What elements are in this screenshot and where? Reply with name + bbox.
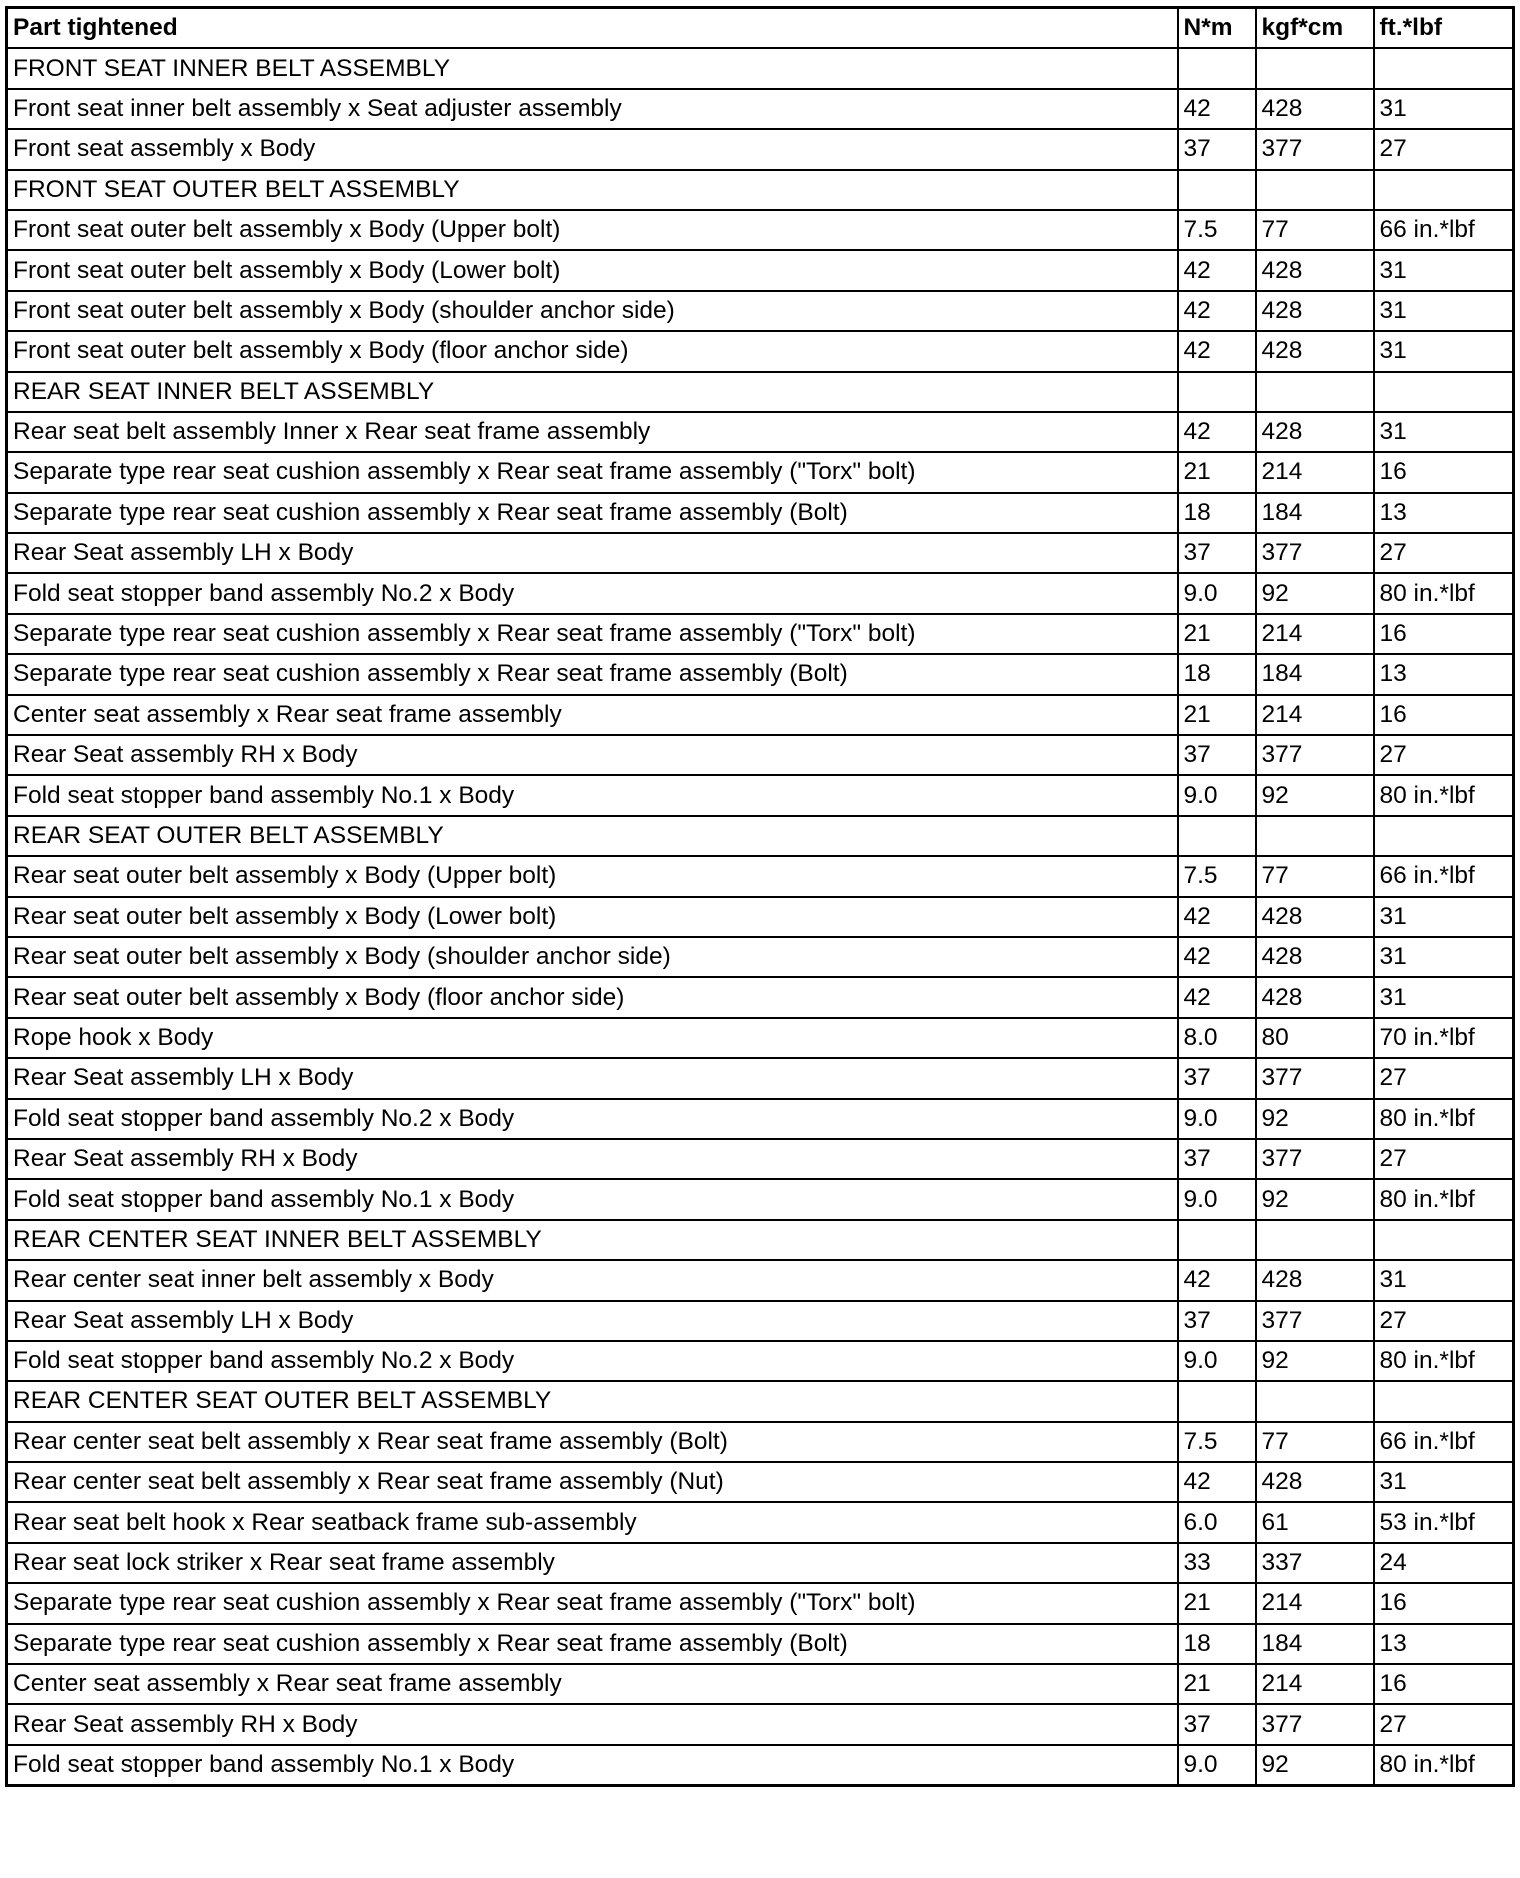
- table-row: [7, 775, 1514, 815]
- part-cell: Rear center seat belt assembly x Rear seat frame assembly (Nut): [7, 1462, 1178, 1502]
- kgf-cm-cell: 377: [1256, 1058, 1374, 1098]
- ft-lbf-cell: 31: [1374, 250, 1514, 290]
- table-row: [7, 1341, 1514, 1381]
- kgf-cm-cell: 92: [1256, 1179, 1374, 1219]
- kgf-cm-cell: 428: [1256, 937, 1374, 977]
- part-cell: Rear seat outer belt assembly x Body (shoulder anchor side): [7, 937, 1178, 977]
- ft-lbf-cell: 27: [1374, 735, 1514, 775]
- part-cell: Rear center seat belt assembly x Rear seat frame assembly (Bolt): [7, 1422, 1178, 1462]
- table-row: [7, 291, 1514, 331]
- ft-lbf-cell: 16: [1374, 1664, 1514, 1704]
- nm-cell: 8.0: [1178, 1018, 1256, 1058]
- ft-lbf-cell: 13: [1374, 1624, 1514, 1664]
- kgf-cm-cell: 428: [1256, 412, 1374, 452]
- nm-cell: 37: [1178, 533, 1256, 573]
- part-cell: Rear Seat assembly RH x Body: [7, 1139, 1178, 1179]
- nm-cell: 33: [1178, 1543, 1256, 1583]
- table-body: [7, 48, 1514, 1785]
- section-header-row: [7, 1220, 1514, 1260]
- ft-lbf-cell: 13: [1374, 654, 1514, 694]
- table-header-row: [7, 8, 1514, 49]
- nm-cell: 37: [1178, 735, 1256, 775]
- table-row: [7, 250, 1514, 290]
- table-row: [7, 654, 1514, 694]
- nm-cell: 42: [1178, 937, 1256, 977]
- ft-lbf-cell: 66 in.*lbf: [1374, 210, 1514, 250]
- ft-lbf-cell: 80 in.*lbf: [1374, 573, 1514, 613]
- part-cell: Front seat outer belt assembly x Body (shoulder anchor side): [7, 291, 1178, 331]
- nm-cell: 42: [1178, 331, 1256, 371]
- kgf-cm-cell: 428: [1256, 1462, 1374, 1502]
- nm-cell: 7.5: [1178, 210, 1256, 250]
- part-cell: REAR SEAT OUTER BELT ASSEMBLY: [7, 816, 1178, 856]
- nm-cell: 9.0: [1178, 1099, 1256, 1139]
- section-header-row: [7, 170, 1514, 210]
- table-row: [7, 1583, 1514, 1623]
- nm-cell: 18: [1178, 1624, 1256, 1664]
- table-row: [7, 210, 1514, 250]
- header-ft-lbf: ft.*lbf: [1374, 8, 1514, 49]
- ft-lbf-cell: 80 in.*lbf: [1374, 1099, 1514, 1139]
- ft-lbf-cell: 80 in.*lbf: [1374, 1179, 1514, 1219]
- kgf-cm-cell: 428: [1256, 89, 1374, 129]
- part-cell: Rear Seat assembly RH x Body: [7, 1704, 1178, 1744]
- kgf-cm-cell: 377: [1256, 1139, 1374, 1179]
- ft-lbf-cell: [1374, 170, 1514, 210]
- kgf-cm-cell: [1256, 1381, 1374, 1421]
- part-cell: Rear center seat inner belt assembly x Body: [7, 1260, 1178, 1300]
- part-cell: Separate type rear seat cushion assembly x Rear seat frame assembly (Bolt): [7, 654, 1178, 694]
- kgf-cm-cell: 428: [1256, 977, 1374, 1017]
- kgf-cm-cell: 377: [1256, 129, 1374, 169]
- table-row: [7, 129, 1514, 169]
- section-header-row: [7, 1381, 1514, 1421]
- part-cell: Fold seat stopper band assembly No.1 x Body: [7, 1745, 1178, 1786]
- nm-cell: 37: [1178, 129, 1256, 169]
- kgf-cm-cell: 377: [1256, 533, 1374, 573]
- nm-cell: 42: [1178, 897, 1256, 937]
- nm-cell: 42: [1178, 412, 1256, 452]
- section-header-row: [7, 48, 1514, 88]
- part-cell: Rear seat lock striker x Rear seat frame assembly: [7, 1543, 1178, 1583]
- table-row: [7, 533, 1514, 573]
- kgf-cm-cell: [1256, 1220, 1374, 1260]
- ft-lbf-cell: 31: [1374, 331, 1514, 371]
- part-cell: Separate type rear seat cushion assembly x Rear seat frame assembly (Bolt): [7, 1624, 1178, 1664]
- ft-lbf-cell: 31: [1374, 412, 1514, 452]
- part-cell: Center seat assembly x Rear seat frame assembly: [7, 695, 1178, 735]
- part-cell: Rear seat outer belt assembly x Body (Lower bolt): [7, 897, 1178, 937]
- nm-cell: 21: [1178, 1664, 1256, 1704]
- ft-lbf-cell: 27: [1374, 1301, 1514, 1341]
- table-row: [7, 1260, 1514, 1300]
- ft-lbf-cell: 31: [1374, 937, 1514, 977]
- table-row: [7, 493, 1514, 533]
- kgf-cm-cell: 92: [1256, 573, 1374, 613]
- ft-lbf-cell: 27: [1374, 1058, 1514, 1098]
- kgf-cm-cell: [1256, 816, 1374, 856]
- nm-cell: 18: [1178, 493, 1256, 533]
- table-row: [7, 331, 1514, 371]
- table-row: [7, 1462, 1514, 1502]
- table-row: [7, 1422, 1514, 1462]
- ft-lbf-cell: 16: [1374, 695, 1514, 735]
- table-row: [7, 1745, 1514, 1786]
- nm-cell: 21: [1178, 452, 1256, 492]
- part-cell: Front seat inner belt assembly x Seat adjuster assembly: [7, 89, 1178, 129]
- table-row: [7, 89, 1514, 129]
- kgf-cm-cell: [1256, 372, 1374, 412]
- kgf-cm-cell: 80: [1256, 1018, 1374, 1058]
- nm-cell: 7.5: [1178, 1422, 1256, 1462]
- nm-cell: 42: [1178, 250, 1256, 290]
- ft-lbf-cell: 16: [1374, 1583, 1514, 1623]
- part-cell: Separate type rear seat cushion assembly x Rear seat frame assembly (Bolt): [7, 493, 1178, 533]
- part-cell: Fold seat stopper band assembly No.2 x Body: [7, 573, 1178, 613]
- table-row: [7, 1018, 1514, 1058]
- part-cell: Rear Seat assembly LH x Body: [7, 533, 1178, 573]
- part-cell: REAR CENTER SEAT INNER BELT ASSEMBLY: [7, 1220, 1178, 1260]
- ft-lbf-cell: 27: [1374, 1139, 1514, 1179]
- ft-lbf-cell: 66 in.*lbf: [1374, 856, 1514, 896]
- part-cell: Center seat assembly x Rear seat frame assembly: [7, 1664, 1178, 1704]
- ft-lbf-cell: 27: [1374, 533, 1514, 573]
- kgf-cm-cell: 184: [1256, 493, 1374, 533]
- ft-lbf-cell: [1374, 372, 1514, 412]
- ft-lbf-cell: 80 in.*lbf: [1374, 1745, 1514, 1786]
- ft-lbf-cell: [1374, 1220, 1514, 1260]
- kgf-cm-cell: 77: [1256, 210, 1374, 250]
- ft-lbf-cell: 31: [1374, 291, 1514, 331]
- nm-cell: 6.0: [1178, 1502, 1256, 1542]
- part-cell: Fold seat stopper band assembly No.2 x Body: [7, 1099, 1178, 1139]
- nm-cell: 37: [1178, 1301, 1256, 1341]
- table-row: [7, 1179, 1514, 1219]
- section-header-row: [7, 372, 1514, 412]
- nm-cell: 42: [1178, 1462, 1256, 1502]
- nm-cell: [1178, 170, 1256, 210]
- kgf-cm-cell: 214: [1256, 452, 1374, 492]
- part-cell: Front seat outer belt assembly x Body (Lower bolt): [7, 250, 1178, 290]
- part-cell: FRONT SEAT INNER BELT ASSEMBLY: [7, 48, 1178, 88]
- nm-cell: 42: [1178, 89, 1256, 129]
- kgf-cm-cell: 214: [1256, 695, 1374, 735]
- part-cell: Fold seat stopper band assembly No.2 x Body: [7, 1341, 1178, 1381]
- nm-cell: 21: [1178, 1583, 1256, 1623]
- part-cell: Fold seat stopper band assembly No.1 x Body: [7, 775, 1178, 815]
- header-part-tightened: Part tightened: [7, 8, 1178, 49]
- part-cell: Rear Seat assembly LH x Body: [7, 1301, 1178, 1341]
- part-cell: Rear Seat assembly RH x Body: [7, 735, 1178, 775]
- part-cell: Separate type rear seat cushion assembly x Rear seat frame assembly ("Torx" bolt): [7, 614, 1178, 654]
- nm-cell: 9.0: [1178, 1179, 1256, 1219]
- kgf-cm-cell: 428: [1256, 291, 1374, 331]
- table-row: [7, 1301, 1514, 1341]
- nm-cell: 9.0: [1178, 1745, 1256, 1786]
- kgf-cm-cell: 92: [1256, 775, 1374, 815]
- part-cell: REAR SEAT INNER BELT ASSEMBLY: [7, 372, 1178, 412]
- table-row: [7, 937, 1514, 977]
- part-cell: Front seat assembly x Body: [7, 129, 1178, 169]
- table-row: [7, 1624, 1514, 1664]
- part-cell: Rear seat belt hook x Rear seatback frame sub-assembly: [7, 1502, 1178, 1542]
- table-row: [7, 1704, 1514, 1744]
- ft-lbf-cell: 24: [1374, 1543, 1514, 1583]
- table-row: [7, 452, 1514, 492]
- section-header-row: [7, 816, 1514, 856]
- table-row: [7, 977, 1514, 1017]
- ft-lbf-cell: 31: [1374, 1260, 1514, 1300]
- table-row: [7, 1099, 1514, 1139]
- part-cell: Separate type rear seat cushion assembly x Rear seat frame assembly ("Torx" bolt): [7, 452, 1178, 492]
- part-cell: Rear seat outer belt assembly x Body (floor anchor side): [7, 977, 1178, 1017]
- nm-cell: [1178, 1220, 1256, 1260]
- table-row: [7, 1664, 1514, 1704]
- ft-lbf-cell: [1374, 816, 1514, 856]
- ft-lbf-cell: [1374, 48, 1514, 88]
- kgf-cm-cell: 92: [1256, 1745, 1374, 1786]
- kgf-cm-cell: 92: [1256, 1341, 1374, 1381]
- part-cell: Rear seat outer belt assembly x Body (Upper bolt): [7, 856, 1178, 896]
- header-newton-meter: N*m: [1178, 8, 1256, 49]
- nm-cell: 9.0: [1178, 573, 1256, 613]
- nm-cell: 37: [1178, 1058, 1256, 1098]
- kgf-cm-cell: 77: [1256, 856, 1374, 896]
- kgf-cm-cell: 428: [1256, 1260, 1374, 1300]
- ft-lbf-cell: 16: [1374, 614, 1514, 654]
- nm-cell: 7.5: [1178, 856, 1256, 896]
- kgf-cm-cell: 377: [1256, 735, 1374, 775]
- part-cell: Front seat outer belt assembly x Body (Upper bolt): [7, 210, 1178, 250]
- ft-lbf-cell: 80 in.*lbf: [1374, 1341, 1514, 1381]
- table-row: [7, 573, 1514, 613]
- table-row: [7, 695, 1514, 735]
- torque-specification-table: [5, 6, 1515, 1787]
- table-row: [7, 412, 1514, 452]
- part-cell: FRONT SEAT OUTER BELT ASSEMBLY: [7, 170, 1178, 210]
- nm-cell: 42: [1178, 291, 1256, 331]
- table-row: [7, 614, 1514, 654]
- kgf-cm-cell: 377: [1256, 1704, 1374, 1744]
- ft-lbf-cell: 31: [1374, 897, 1514, 937]
- part-cell: REAR CENTER SEAT OUTER BELT ASSEMBLY: [7, 1381, 1178, 1421]
- part-cell: Rope hook x Body: [7, 1018, 1178, 1058]
- kgf-cm-cell: 214: [1256, 1583, 1374, 1623]
- nm-cell: [1178, 48, 1256, 88]
- ft-lbf-cell: 31: [1374, 977, 1514, 1017]
- ft-lbf-cell: 70 in.*lbf: [1374, 1018, 1514, 1058]
- ft-lbf-cell: 27: [1374, 129, 1514, 169]
- table-row: [7, 1058, 1514, 1098]
- ft-lbf-cell: 31: [1374, 1462, 1514, 1502]
- part-cell: Rear Seat assembly LH x Body: [7, 1058, 1178, 1098]
- nm-cell: 21: [1178, 695, 1256, 735]
- kgf-cm-cell: 337: [1256, 1543, 1374, 1583]
- ft-lbf-cell: [1374, 1381, 1514, 1421]
- kgf-cm-cell: 428: [1256, 897, 1374, 937]
- kgf-cm-cell: [1256, 48, 1374, 88]
- kgf-cm-cell: 77: [1256, 1422, 1374, 1462]
- kgf-cm-cell: [1256, 170, 1374, 210]
- kgf-cm-cell: 214: [1256, 1664, 1374, 1704]
- ft-lbf-cell: 80 in.*lbf: [1374, 775, 1514, 815]
- part-cell: Front seat outer belt assembly x Body (floor anchor side): [7, 331, 1178, 371]
- part-cell: Separate type rear seat cushion assembly x Rear seat frame assembly ("Torx" bolt): [7, 1583, 1178, 1623]
- table-row: [7, 856, 1514, 896]
- table-row: [7, 735, 1514, 775]
- part-cell: Fold seat stopper band assembly No.1 x Body: [7, 1179, 1178, 1219]
- header-kgf-cm: kgf*cm: [1256, 8, 1374, 49]
- ft-lbf-cell: 53 in.*lbf: [1374, 1502, 1514, 1542]
- ft-lbf-cell: 16: [1374, 452, 1514, 492]
- part-cell: Rear seat belt assembly Inner x Rear seat frame assembly: [7, 412, 1178, 452]
- kgf-cm-cell: 428: [1256, 250, 1374, 290]
- ft-lbf-cell: 66 in.*lbf: [1374, 1422, 1514, 1462]
- nm-cell: 18: [1178, 654, 1256, 694]
- table-row: [7, 1139, 1514, 1179]
- nm-cell: 9.0: [1178, 1341, 1256, 1381]
- ft-lbf-cell: 27: [1374, 1704, 1514, 1744]
- kgf-cm-cell: 214: [1256, 614, 1374, 654]
- nm-cell: [1178, 372, 1256, 412]
- nm-cell: 42: [1178, 977, 1256, 1017]
- table-row: [7, 1502, 1514, 1542]
- nm-cell: [1178, 1381, 1256, 1421]
- nm-cell: 21: [1178, 614, 1256, 654]
- kgf-cm-cell: 184: [1256, 654, 1374, 694]
- kgf-cm-cell: 377: [1256, 1301, 1374, 1341]
- kgf-cm-cell: 92: [1256, 1099, 1374, 1139]
- ft-lbf-cell: 13: [1374, 493, 1514, 533]
- nm-cell: 37: [1178, 1704, 1256, 1744]
- kgf-cm-cell: 428: [1256, 331, 1374, 371]
- nm-cell: 37: [1178, 1139, 1256, 1179]
- nm-cell: 9.0: [1178, 775, 1256, 815]
- table-row: [7, 1543, 1514, 1583]
- kgf-cm-cell: 184: [1256, 1624, 1374, 1664]
- nm-cell: 42: [1178, 1260, 1256, 1300]
- nm-cell: [1178, 816, 1256, 856]
- kgf-cm-cell: 61: [1256, 1502, 1374, 1542]
- table-row: [7, 897, 1514, 937]
- ft-lbf-cell: 31: [1374, 89, 1514, 129]
